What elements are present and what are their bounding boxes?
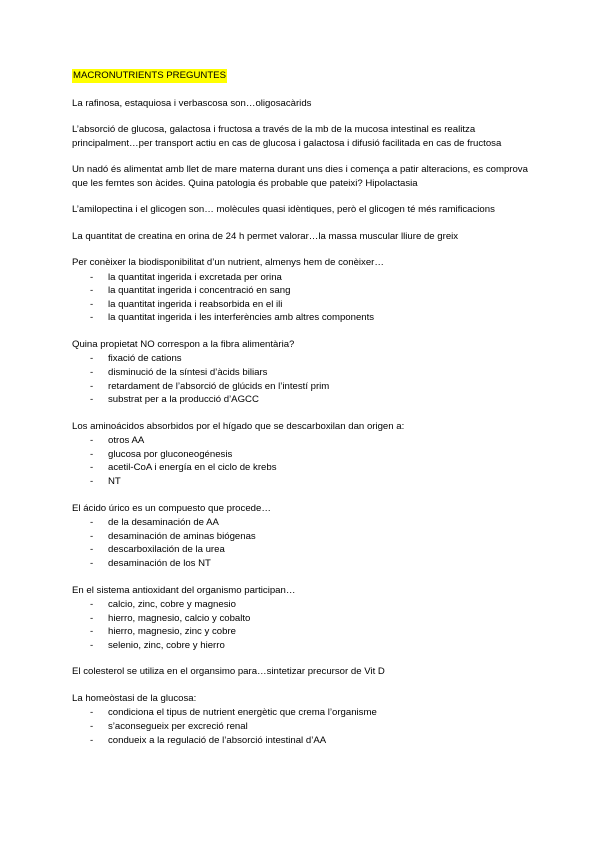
option-text: de la desaminación de AA	[108, 517, 219, 529]
question-block	[72, 256, 532, 325]
option-item	[72, 284, 532, 298]
dash-bullet: -	[90, 626, 94, 638]
option-text: selenio, zinc, cobre y hierro	[108, 639, 225, 651]
qa-item	[72, 163, 532, 190]
question-block	[72, 584, 532, 653]
dash-bullet: -	[90, 476, 94, 488]
option-item	[72, 612, 532, 626]
option-text: descarboxilación de la urea	[108, 544, 225, 556]
dash-bullet: -	[90, 298, 94, 310]
dash-bullet: -	[90, 734, 94, 746]
option-text: desaminación de aminas biógenas	[108, 530, 256, 542]
option-text: la quantitat ingerida i les interferències amb altres components	[108, 312, 375, 324]
dash-bullet: -	[90, 530, 94, 542]
qa-text: El colesterol se utiliza en el organsimo para…sintetizar precursor de Vit D	[72, 666, 385, 678]
qa-text: L’absorció de glucosa, galactosa i fructosa a través de la mb de la mucosa intestinal es realitza principalment…per transport actiu en cas de glucosa i galactosa i difusió facilitada en cas de fructosa	[72, 124, 502, 149]
qa-text: Un nadó és alimentat amb llet de mare materna durant uns dies i comença a patir alteracions, es comprova que les femtes son àcides. Quina patologia és probable que pateixi? Hipolactasia	[72, 164, 528, 189]
option-item	[72, 461, 532, 475]
dash-bullet: -	[90, 271, 94, 283]
dash-bullet: -	[90, 366, 94, 378]
dash-bullet: -	[90, 394, 94, 406]
option-text: condueix a la regulació de l’absorció intestinal d’AA	[108, 734, 327, 746]
option-text: acetil-CoA i energía en el ciclo de krebs	[108, 462, 277, 474]
qa-text: La rafinosa, estaquiosa i verbascosa son…oligosacàrids	[72, 97, 312, 109]
option-text: retardament de l’absorció de glúcids en l’intestí prim	[108, 380, 330, 392]
dash-bullet: -	[90, 517, 94, 529]
option-text: calcio, zinc, cobre y magnesio	[108, 599, 236, 610]
qa-text: La quantitat de creatina en orina de 24 h permet valorar…la massa muscular lliure de greix	[72, 230, 459, 242]
option-item	[72, 557, 532, 571]
option-item	[72, 380, 532, 394]
qa-item	[72, 665, 532, 679]
option-text: substrat per a la producció d’AGCC	[108, 394, 259, 406]
option-item	[72, 298, 532, 312]
option-text: hierro, magnesio, zinc y cobre	[108, 626, 236, 638]
dash-bullet: -	[90, 435, 94, 447]
dash-bullet: -	[90, 720, 94, 732]
option-item	[72, 734, 532, 748]
qa-text: L’amilopectina i el glicogen son… molècules quasi idèntiques, però el glicogen té més ramificacions	[72, 204, 495, 215]
dash-bullet: -	[90, 557, 94, 569]
document-page	[72, 69, 532, 760]
option-text: condiciona el tipus de nutrient energètic que crema l’organisme	[108, 707, 377, 719]
option-item	[72, 271, 532, 285]
option-list	[72, 352, 532, 406]
option-text: hierro, magnesio, calcio y cobalto	[108, 612, 251, 624]
option-item	[72, 625, 532, 639]
option-list	[72, 271, 532, 325]
option-item	[72, 434, 532, 448]
question-block	[72, 338, 532, 407]
dash-bullet: -	[90, 462, 94, 474]
option-list	[72, 706, 532, 747]
option-item	[72, 598, 532, 612]
dash-bullet: -	[90, 380, 94, 392]
qa-item	[72, 230, 532, 244]
dash-bullet: -	[90, 353, 94, 365]
option-list	[72, 516, 532, 570]
qa-item	[72, 123, 532, 150]
option-text: la quantitat ingerida i excretada per orina	[108, 271, 282, 283]
option-item	[72, 706, 532, 720]
question-text: Per conèixer la biodisponibilitat d’un nutrient, almenys hem de conèixer…	[72, 257, 384, 268]
option-item	[72, 720, 532, 734]
question-text: Los aminoácidos absorbidos por el hígado que se descarboxilan dan origen a:	[72, 420, 405, 432]
dash-bullet: -	[90, 599, 94, 610]
question-block	[72, 502, 532, 571]
option-list	[72, 598, 532, 652]
option-text: desaminación de los NT	[108, 557, 211, 569]
qa-item	[72, 203, 532, 217]
option-text: disminució de la síntesi d’àcids biliars	[108, 366, 268, 378]
option-item	[72, 639, 532, 653]
option-text: otros AA	[108, 435, 145, 447]
dash-bullet: -	[90, 707, 94, 719]
option-item	[72, 530, 532, 544]
option-text: la quantitat ingerida i concentració en sang	[108, 285, 291, 297]
question-text: El ácido úrico es un compuesto que procede…	[72, 502, 271, 514]
option-text: glucosa por gluconeogénesis	[108, 448, 233, 460]
question-block	[72, 420, 532, 489]
dash-bullet: -	[90, 312, 94, 324]
question-text: En el sistema antioxidant del organismo participan…	[72, 584, 296, 596]
option-item	[72, 393, 532, 407]
option-item	[72, 543, 532, 557]
question-text: Quina propietat NO correspon a la fibra alimentària?	[72, 338, 295, 350]
dash-bullet: -	[90, 448, 94, 460]
option-item	[72, 366, 532, 380]
option-item	[72, 475, 532, 489]
question-block	[72, 692, 532, 747]
question-text: La homeòstasi de la glucosa:	[72, 692, 197, 704]
dash-bullet: -	[90, 544, 94, 556]
option-item	[72, 448, 532, 462]
option-text: fixació de cations	[108, 353, 182, 365]
option-text: NT	[108, 476, 121, 488]
dash-bullet: -	[90, 639, 94, 651]
option-item	[72, 352, 532, 366]
qa-item	[72, 97, 532, 111]
dash-bullet: -	[90, 612, 94, 624]
option-text: la quantitat ingerida i reabsorbida en el ili	[108, 298, 283, 310]
document-title: MACRONUTRIENTS PREGUNTES	[73, 70, 226, 81]
dash-bullet: -	[90, 285, 94, 297]
option-list	[72, 434, 532, 488]
option-item	[72, 311, 532, 325]
option-item	[72, 516, 532, 530]
option-text: s’aconsegueix per excreció renal	[108, 720, 248, 732]
